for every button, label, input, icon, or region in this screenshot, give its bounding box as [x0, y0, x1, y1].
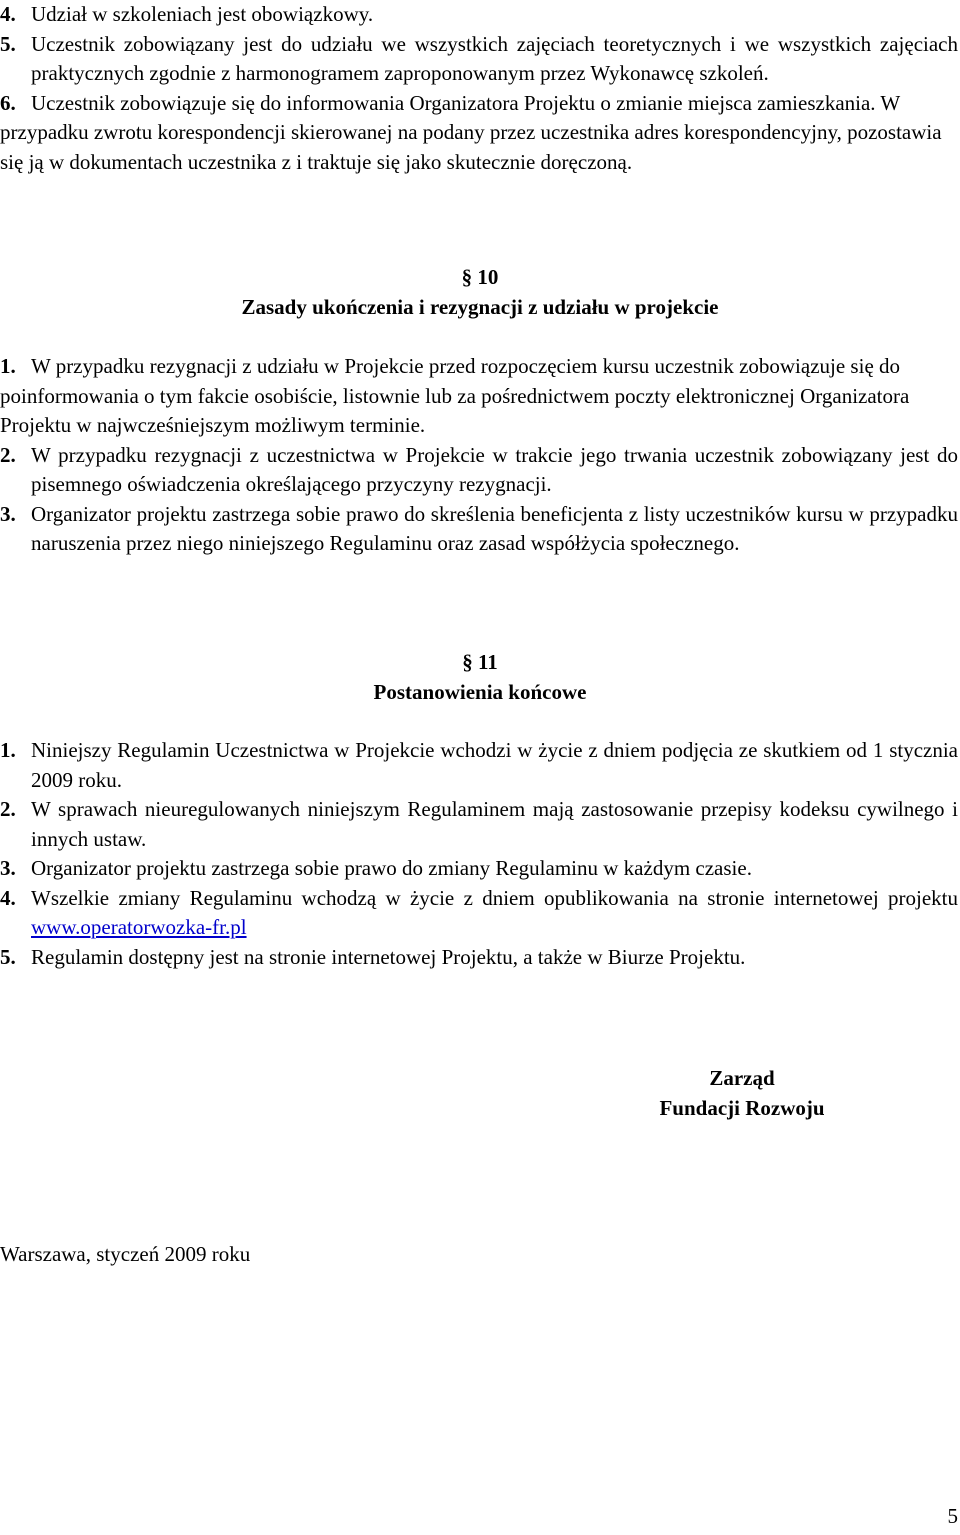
item-text: Uczestnik zobowiązany jest do udziału we wszystkich zajęciach teoretycznych i we wszystkich zajęciach praktycznych zgodnie z harmonogramem zaproponowanym przez Wykonawcę szkoleń.	[31, 31, 958, 85]
section-title: Zasady ukończenia i rezygnacji z udziału w projekcie	[241, 294, 719, 319]
signature-line-2: Fundacji Rozwoju	[659, 1095, 825, 1120]
item-number: 3.	[0, 856, 16, 880]
item-number: 1.	[0, 354, 16, 378]
item-number: 4.	[0, 2, 16, 26]
list-item	[0, 89, 958, 178]
section-number: 10	[477, 265, 499, 289]
item-number: 5.	[0, 31, 16, 56]
website-link[interactable]: www.operatorwozka-fr.pl	[31, 915, 247, 939]
signature-block	[600, 1064, 884, 1123]
item-text: Organizator projektu zastrzega sobie prawo do zmiany Regulaminu w każdym czasie.	[31, 856, 752, 880]
list-item	[0, 0, 958, 30]
list-item	[0, 795, 958, 854]
item-text: Udział w szkoleniach jest obowiązkowy.	[31, 2, 374, 26]
item-text: Organizator projektu zastrzega sobie prawo do skreślenia beneficjenta z listy uczestników kursu w przypadku naruszenia przez niego niniejszego Regulaminu oraz zasad współżycia społecznego.	[31, 501, 958, 555]
paragraph-symbol: §	[461, 265, 473, 289]
section-11-heading	[0, 648, 960, 707]
paragraph-symbol: §	[462, 650, 473, 674]
section-10-heading	[0, 263, 960, 322]
item-number: 5.	[0, 944, 16, 969]
section-number: 11	[477, 650, 498, 674]
list-item	[0, 943, 958, 973]
list-item	[0, 884, 958, 943]
item-text: Niniejszy Regulamin Uczestnictwa w Projekcie wchodzi w życie z dniem podjęcia ze skutkiem od 1 stycznia 2009 roku.	[31, 738, 958, 792]
item-number: 2.	[0, 442, 16, 467]
page-number: 5	[947, 1504, 958, 1528]
item-number: 2.	[0, 797, 16, 821]
place-date: Warszawa, styczeń 2009 roku	[0, 1242, 251, 1266]
list-item	[0, 441, 958, 500]
item-number: 3.	[0, 501, 16, 526]
list-item	[0, 30, 958, 89]
item-text: W przypadku rezygnacji z uczestnictwa w Projekcie w trakcie jego trwania uczestnik zobowiązany jest do pisemnego oświadczenia określającego przyczyny rezygnacji.	[31, 442, 958, 496]
item-text: W przypadku rezygnacji z udziału w Projekcie przed rozpoczęciem kursu uczestnik zobowiązuje się do poinformowania o tym fakcie osobiście, listownie lub za pośrednictwem poczty elektronicznej Organizatora Projektu w najwcześniejszym możliwym terminie.	[0, 354, 910, 437]
item-number: 6.	[0, 90, 16, 115]
item-text-body: Wszelkie zmiany Regulaminu wchodzą w życie z dniem opublikowania na stronie internetowej projektu	[31, 885, 958, 910]
list-item	[0, 736, 958, 795]
signature-line-1: Zarząd	[709, 1066, 775, 1090]
intro-list	[0, 0, 958, 177]
list-item	[0, 854, 958, 884]
list-item	[0, 500, 958, 559]
item-text	[31, 884, 958, 943]
item-number: 4.	[0, 885, 16, 910]
list-item	[0, 352, 958, 441]
section-11-list	[0, 736, 958, 972]
item-text: Regulamin dostępny jest na stronie internetowej Projektu, a także w Biurze Projektu.	[31, 944, 746, 969]
item-text: Uczestnik zobowiązuje się do informowania Organizatora Projektu o zmianie miejsca zamieszkania. W przypadku zwrotu korespondencji skierowanej na podany przez uczestnika adres korespondencyjny, pozostawia się ją w dokumentach uczestnika z i traktuje się jako skutecznie doręczoną.	[0, 90, 942, 174]
section-title: Postanowienia końcowe	[373, 679, 587, 704]
item-number: 1.	[0, 738, 16, 762]
item-text: W sprawach nieuregulowanych niniejszym Regulaminem mają zastosowanie przepisy kodeksu cywilnego i innych ustaw.	[31, 797, 958, 851]
section-10-list	[0, 352, 958, 559]
